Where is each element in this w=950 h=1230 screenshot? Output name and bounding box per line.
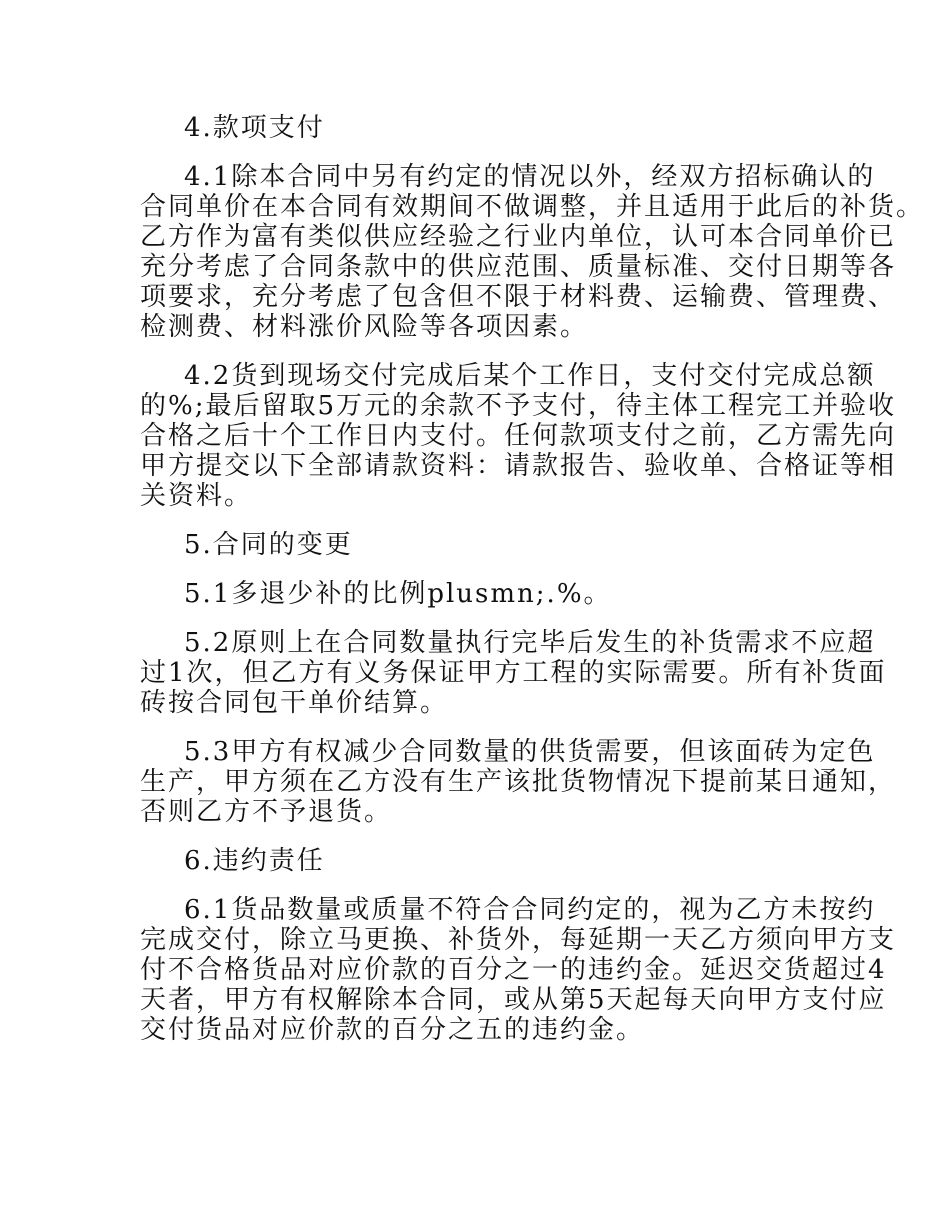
- text-line: 砖按合同包干单价结算。: [140, 688, 449, 718]
- text-line: 的%;最后留取5万元的余款不予支付，待主体工程完工并验收: [140, 391, 897, 421]
- text-line: 甲方提交以下全部请款资料：请款报告、验收单、合格证等相: [140, 451, 897, 481]
- text-line: 合同单价在本合同有效期间不做调整，并且适用于此后的补货。: [140, 192, 925, 222]
- paragraph: [140, 579, 840, 609]
- text-line: 4.2货到现场交付完成后某个工作日，支付交付完成总额: [184, 361, 876, 391]
- text-line: 5.合同的变更: [184, 530, 353, 560]
- text-line: 生产，甲方须在乙方没有生产该批货物情况下提前某日通知，: [140, 767, 897, 797]
- text-line: 乙方作为富有类似供应经验之行业内单位，认可本合同单价已: [140, 222, 897, 252]
- document-body: [140, 113, 925, 1064]
- text-line: 交付货品对应价款的百分之五的违约金。: [140, 1015, 645, 1045]
- text-line: 否则乙方不予退货。: [140, 797, 393, 827]
- text-line: 6.1货品数量或质量不符合合同约定的，视为乙方未按约: [184, 895, 876, 925]
- text-line: 关资料。: [140, 481, 253, 511]
- section-heading: [140, 530, 840, 560]
- paragraph: [140, 737, 897, 827]
- text-line: 5.2原则上在合同数量执行完毕后发生的补货需求不应超: [184, 628, 876, 658]
- text-line: 4.1除本合同中另有约定的情况以外，经双方招标确认的: [184, 162, 876, 192]
- section-heading: [140, 113, 840, 143]
- paragraph: [140, 162, 925, 342]
- paragraph: [140, 895, 897, 1045]
- text-line: 合格之后十个工作日内支付。任何款项支付之前，乙方需先向: [140, 421, 897, 451]
- text-line: 过1次，但乙方有义务保证甲方工程的实际需要。所有补货面: [140, 658, 887, 688]
- text-line: 检测费、材料涨价风险等各项因素。: [140, 312, 589, 342]
- text-line: 6.违约责任: [184, 846, 325, 876]
- text-line: 项要求，充分考虑了包含但不限于材料费、运输费、管理费、: [140, 282, 897, 312]
- text-line: 5.1多退少补的比例plusmn;.%。: [184, 579, 612, 609]
- text-line: 付不合格货品对应价款的百分之一的违约金。延迟交货超过4: [140, 955, 887, 985]
- text-line: 充分考虑了合同条款中的供应范围、质量标准、交付日期等各: [140, 252, 897, 282]
- text-line: 天者，甲方有权解除本合同，或从第5天起每天向甲方支付应: [140, 985, 887, 1015]
- paragraph: [140, 628, 887, 718]
- section-heading: [140, 846, 840, 876]
- text-line: 5.3甲方有权减少合同数量的供货需要，但该面砖为定色: [184, 737, 876, 767]
- text-line: 完成交付，除立马更换、补货外，每延期一天乙方须向甲方支: [140, 925, 897, 955]
- text-line: 4.款项支付: [184, 113, 325, 143]
- paragraph: [140, 361, 897, 511]
